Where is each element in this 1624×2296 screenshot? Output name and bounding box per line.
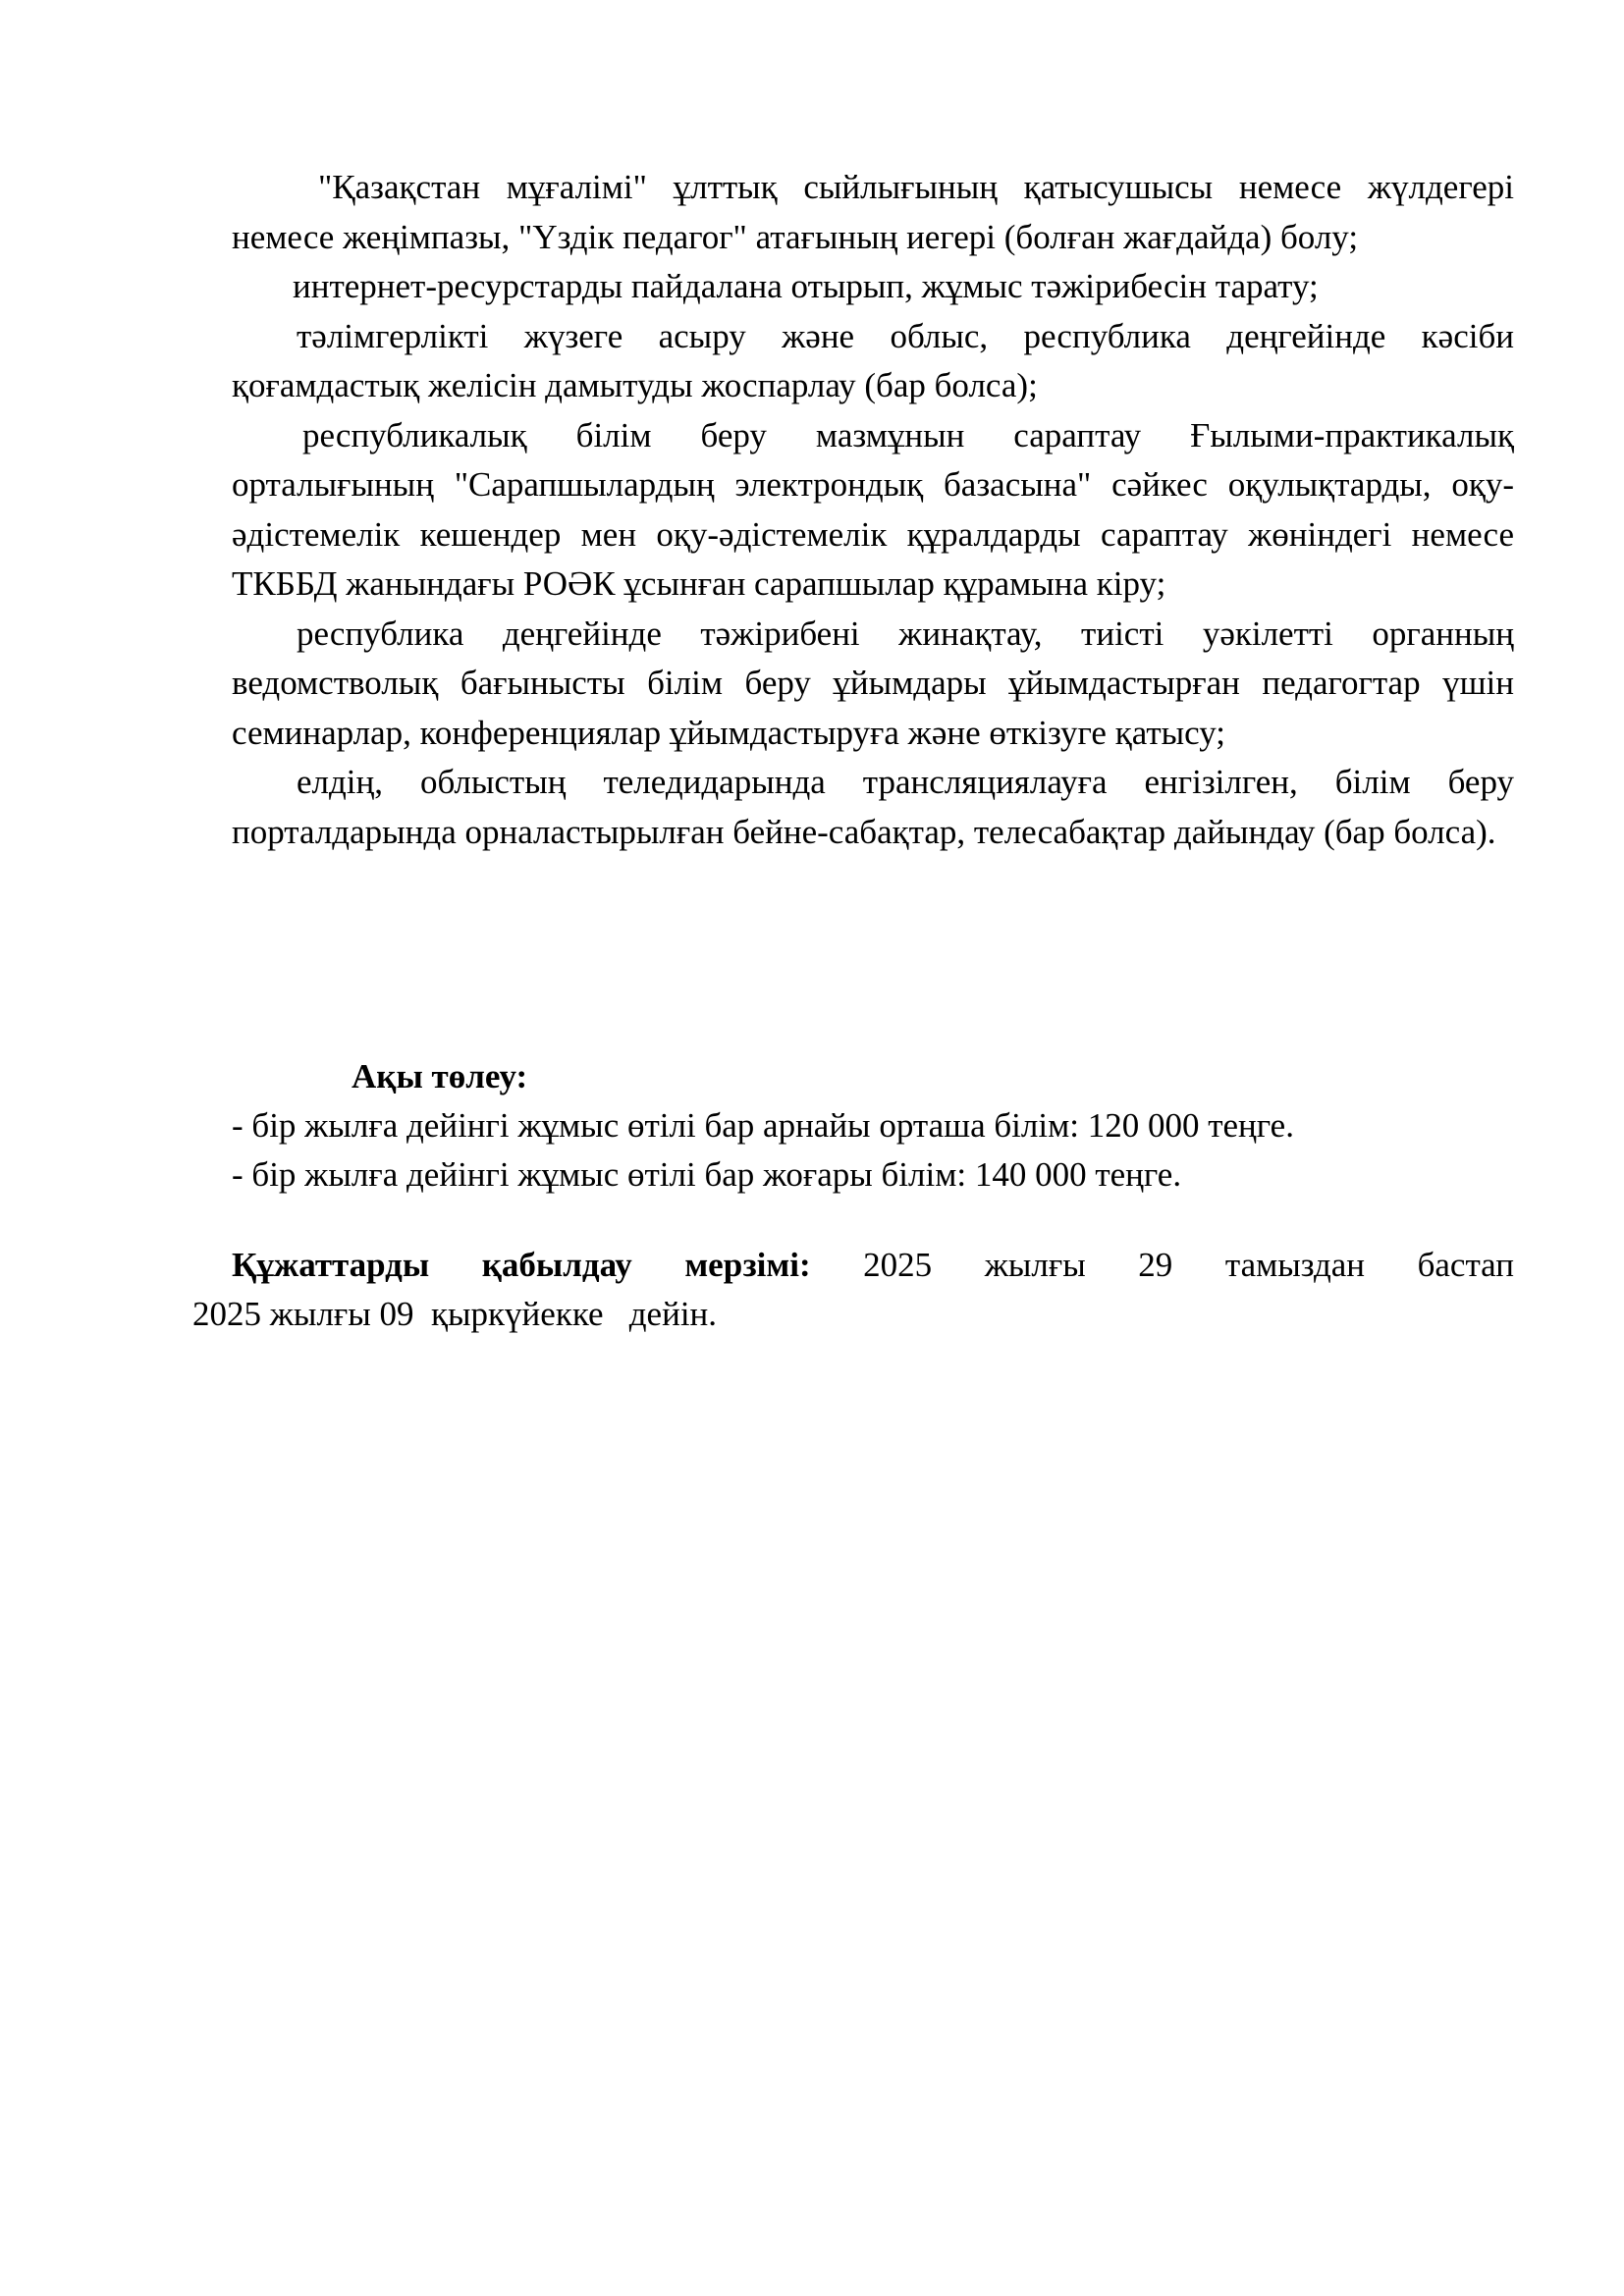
deadline-label: Құжаттарды қабылдау мерзімі:	[232, 1246, 811, 1284]
deadline-section	[192, 1241, 1514, 1339]
payment-title: Ақы төлеу:	[352, 1057, 528, 1095]
paragraph-experience-sharing: республика деңгейінде тәжірибені жинақтау, тиісті уәкілетті органның ведомстволық бағынысты білім беру ұйымдары ұйымдастырған педагогтар үшін семинарлар, конференциялар ұйымдастыруға және өткізуге қатысу;	[232, 614, 1514, 752]
payment-section	[232, 1052, 1514, 1200]
paragraph-internet-resources: интернет-ресурстарды пайдалана отырып, жұмыс тәжірибесін тарату;	[293, 267, 1319, 305]
paragraph-mentoring: тәлімгерлікті жүзеге асыру және облыс, республика деңгейінде кәсіби қоғамдастық желісін дамытуды жоспарлау (бар болса);	[232, 316, 1514, 404]
deadline-start: 2025 жылғы 29 тамыздан бастап	[863, 1246, 1514, 1284]
paragraph-national-award: "Қазақстан мұғалімі" ұлттық сыйлығының қатысушысы немесе жүлдегері немесе жеңімпазы, "Үздік педагог" атағының иегері (болған жағдайда) болу;	[232, 168, 1514, 256]
paragraph-video-lessons: елдің, облыстың теледидарында трансляциялауға енгізілген, білім беру порталдарында орналастырылған бейне-сабақтар, телесабақтар дайындау (бар болса).	[232, 763, 1514, 851]
paragraph-expert-base: республикалық білім беру мазмұнын сараптау Ғылыми-практикалық орталығының "Сарапшылардың электрондық базасына" сәйкес оқулықтарды, оқу-әдістемелік кешендер мен оқу-әдістемелік құралдарды сараптау жөніндегі немесе ТКББД жанындағы РОӘК ұсынған сарапшылар құрамына кіру;	[232, 415, 1514, 603]
requirements-text	[232, 163, 1514, 857]
payment-line-higher: - бір жылға дейінгі жұмыс өтілі бар жоғары білім: 140 000 теңге.	[232, 1155, 1182, 1194]
deadline-first-line	[192, 1241, 1514, 1290]
payment-line-secondary: - бір жылға дейінгі жұмыс өтілі бар арнайы орташа білім: 120 000 теңге.	[232, 1106, 1294, 1145]
deadline-end: 2025 жылғы 09 қыркүйекке дейін.	[192, 1295, 718, 1333]
